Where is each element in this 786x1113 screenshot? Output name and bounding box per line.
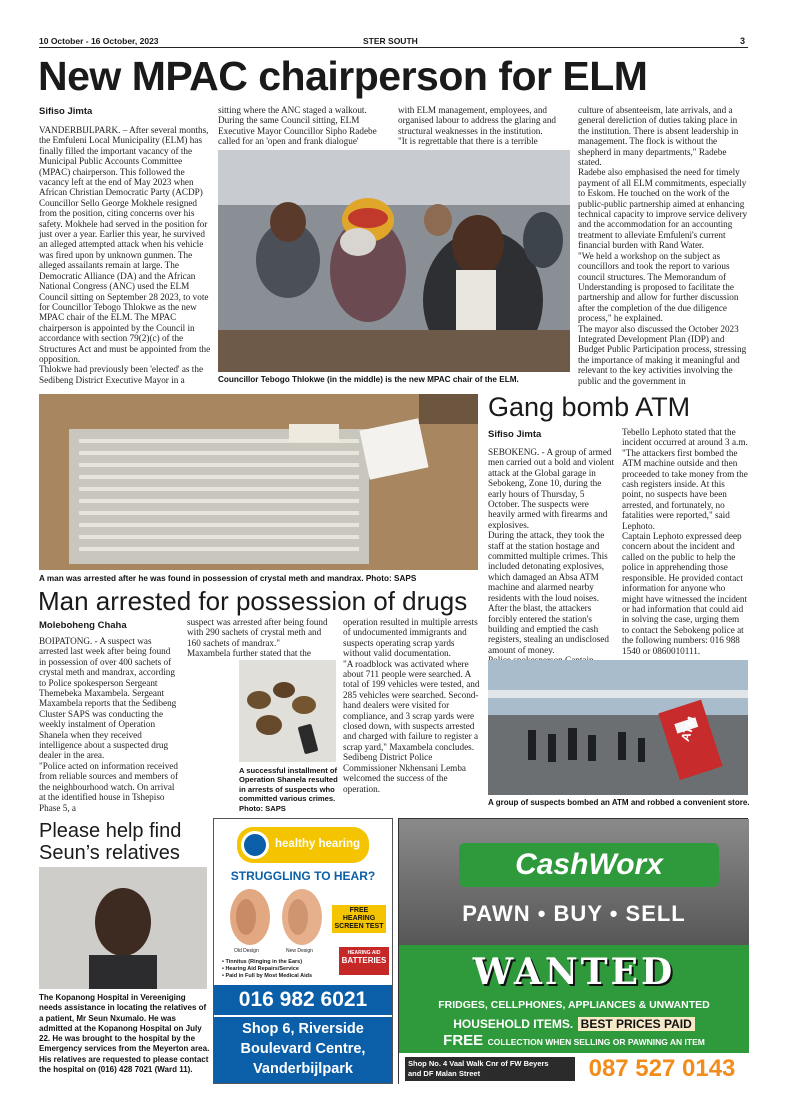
drugs-headline: Man arrested for possession of drugs [38,586,468,616]
cashworx-line2 [403,1015,745,1033]
mpac-col1 [39,125,211,385]
drugs-col3c-text: Sedibeng District Police Commissioner Nkhensani Lemba welcomed the success of the operation. [343,752,466,794]
mpac-headline: New MPAC chairperson for ELM [38,53,648,99]
drugs-col2 [187,617,335,659]
mpac-col1b-text: Thlokwe had previously been 'elected' as the Sedibeng District Executive Mayor in a [39,364,204,385]
mpac-col4c-text: "We held a workshop on the subject as councillors and took the report to various council structures. The Memorandum of Understanding is proposed to facilitate the partnership and allow for further discussion after the completion of the due diligence process," he explained. [578,250,739,324]
mpac-col3-text: with ELM management, employees, and organised labour to address the glaring and structural weaknesses in the institution. [398,105,557,136]
header-page: 3 [740,36,746,46]
cashworx-ad[interactable] [398,818,748,1084]
cashworx-phone[interactable]: 087 527 0143 [588,1055,736,1082]
drugs-col1b-text: "Police acted on information received from reliable sources and members of the neighbourhood watch. On arrival at the identified house in Tshepiso Phase 5, a [39,760,179,813]
ear-logo-icon [241,831,269,859]
gang-col2-text: Tebello Lephoto stated that the incident occurred at around 3 a.m. "The attackers first bombed the ATM machine outside and then proceeded to take money from the cash registers inside. At this point, no suspects have been arrested, and fortunately, no fatalities were reported," said Lephoto. [622,427,748,531]
drugs-col1 [39,636,179,813]
gang-byline: Sifiso Jimta [488,429,542,440]
meeting-scene-illustration [218,150,570,372]
cashworx-line2b: BEST PRICES PAID [578,1017,695,1031]
hearing-address [214,1017,392,1083]
drugs-small-caption: A successful installment of Operation Shanela resulted in arrests of suspects who committed various crimes. Photo: SAPS [239,766,338,813]
gang-col1b-text: During the attack, they took the staff at the station hostage and committed multiple crimes. This included detonating explosives, which damaged an Absa ATM machine and alarmed nearby residents with the loud noises. After the blast, the attackers forcibly entered the station's building and emptied the cash registers, stealing an undisclosed amount of money. [488,530,609,655]
mpac-col4-text: culture of absenteeism, late arrivals, and a general dereliction of duties taking place in the institution. There is absent leadership in management. The flock is without the shepherd in many departments," Radebe stated. [578,105,739,168]
seun-caption: The Kopanong Hospital in Vereeniging needs assistance in locating the relatives of a patient, Mr Seun Nxumalo. He was admitted at the Kopanong Hospital on July 22. He was brought to the hospital by the Emergency services from the Meyerton area. His relatives are requested to please contact the hospital on (016) 428 7021 (Ward 11). [39,993,210,1075]
mpac-caption: Councillor Tebogo Thlokwe (in the middle) is the new MPAC chair of the ELM. [218,375,519,384]
cashworx-line3b: COLLECTION WHEN SELLING OR PAWNING AN ITEM [487,1037,705,1047]
mpac-col3b-text: "It is regrettable that there is a terrible [398,136,538,147]
drugs-small-photo [239,660,336,762]
hearing-old-design: Old Design [234,948,259,954]
drugs-byline: Moleboheng Chaha [39,620,127,631]
mpac-photo [218,150,570,372]
hearing-ad[interactable] [213,818,393,1084]
hearing-new-design: New Design [286,948,313,954]
drugs-col3b-text: "A roadblock was activated where about 711 people were searched. A total of 199 vehicles were tested, and 285 vehicles were searched. Second-hand dealers were visited for compliance, and 3 scrap yards were closed down, with suspects arrested and charged with failure to register a scrap yard," Maxambela concludes. [343,658,480,752]
hearing-address-1: Shop 6, Riverside [242,1021,364,1037]
drug-sachets-illustration [39,394,478,570]
header-paper: STER SOUTH [363,36,418,46]
cashworx-line3a: FREE [443,1032,484,1049]
hearing-address-3: Vanderbijlpark [253,1061,353,1077]
hearing-bullet-1: • Tinnitus (Ringing in the Ears) [222,959,303,965]
hearing-batteries: BATTERIES [341,956,387,965]
gang-headline: Gang bomb ATM [488,392,691,422]
hearing-bullets [222,959,342,980]
cashworx-tagline: PAWN • BUY • SELL [462,901,686,926]
patient-portrait-illustration [39,867,207,989]
hearing-free-test: FREE HEARING SCREEN TEST [332,905,386,933]
seun-photo [39,867,207,989]
drugs-col3-text: operation resulted in multiple arrests of undocumented immigrants and suspects operating scrap yards without valid documentation. [343,617,478,659]
cashworx-wanted: WANTED [472,951,676,993]
hearing-struggling: STRUGGLING TO HEAR? [230,869,376,883]
mpac-byline: Sifiso Jimta [39,106,93,117]
cashworx-address-1: Shop No. 4 Vaal Walk Cnr of FW Beyers [408,1059,549,1068]
cashworx-line2a: HOUSEHOLD ITEMS. [453,1017,574,1031]
drugs-photo-caption: A man was arrested after he was found in possession of crystal meth and mandrax. Photo: SAPS [39,574,417,583]
seun-headline: Please help find Seun’s relatives [39,820,182,864]
mpac-col3 [398,105,570,147]
hearing-logo-bar [237,827,369,863]
hearing-batteries-small: HEARING AID [347,950,381,956]
gang-photo [488,660,748,795]
hearing-address-2: Boulevard Centre, [240,1041,366,1057]
drugs-col1-text: BOIPATONG. - A suspect was arrested last week after being found in possession of over 400 sachets of crystal meth and mandrax, according to Police spokesperson Sergeant Themebeka Maxambela. Sergeant Maxambela reports that the Sedibeng Cluster SAPS was conducting the weekly instalment of Operation Shanela when they received intelligence about a suspected drug dealer in the area. [39,636,177,761]
cashworx-logo: CashWorx [459,843,719,887]
gang-col1 [488,447,615,657]
mpac-col2: sitting where the ANC staged a walkout. During the same Council sitting, ELM Executive Mayor Councillor Sipho Radebe called for an 'open and frank dialogue' [218,105,377,147]
hearing-phone[interactable]: 016 982 6021 [214,985,392,1015]
cashworx-line1: FRIDGES, CELLPHONES, APPLIANCES & UNWANTED [438,999,710,1011]
mpac-col1-text: VANDERBIJLPARK. – After several months, the Emfuleni Local Municipality (ELM) has finally filled the important vacancy of the Municipal Public Accounts Committee (MPAC) chairperson. This followed the vacancy left at the end of May 2023 when African Christian Democratic Party (ACDP) Councillor Sello George Mokhele resigned from the position, citing concerns over his safety. Mokhele had served in the position for just over a year. Earlier this year, he survived an alleged attempted attack when his vehicle was fired upon by unknown gunmen. The alleged assailants remain at large. The Democratic Alliance (DA) and the African National Congress (ANC) used the ELM Council sitting on September 28 2023, to vote for Councillor Tebogo Thlokwe as the new MPAC chair of the ELM. The MPAC chairperson is appointed by the Council in accordance with section 79(2)(c) of the Structures Act and must be appointed from the opposition. [39,125,211,364]
mpac-col4d-text: The mayor also discussed the October 2023 Integrated Development Plan (IDP) and Budget Public Participation process, stressing the importance of making it meaningful and relevant to the key activities involving the public and the government in [578,323,747,386]
drugs-col2b-text: Maxambela further stated that the [187,648,311,659]
mpac-col4 [578,105,748,386]
atm-sign-text: ATM [678,714,700,744]
gang-caption: A group of suspects bombed an ATM and robbed a convenient store. [488,798,750,807]
drugs-photo [39,394,478,570]
ears-icon [222,885,332,947]
hearing-batteries-badge [339,947,389,975]
header-rule [39,47,748,48]
drugs-col2-text: suspect was arrested after being found with 290 sachets of crystal meth and 160 sachets of mandrax." [187,617,328,648]
gang-col2b-text: Captain Lephoto expressed deep concern about the incident and called on the public to help the police in apprehending those responsible. He provided contact information for anyone who might have witnessed the incident or had information that could aid in solving the case, urging them to contact the Sebokeng police at the following numbers: 016 988 1540 or 0860010111. [622,531,748,656]
gang-col2 [622,427,748,657]
cashworx-address-2: and DF Malan Street [408,1069,481,1078]
hearing-bullet-3: • Paid in Full by Most Medical Aids [222,973,313,979]
drugs-col3 [343,617,480,807]
cashworx-line3 [403,1032,745,1050]
header-date: 10 October - 16 October, 2023 [39,36,159,46]
hearing-bullet-2: • Hearing Aid Repairs/Service [222,966,299,972]
mpac-col4b-text: Radebe also emphasised the need for timely payment of all ELM commitments, especially to Eskom. He touched on the work of the public-public partnership aimed at enhancing technical capacity to improve service delivery and the accommodation for an accounting treatment to alleviate Emfuleni's current financial burden with Rand Water. [578,167,748,251]
cashworx-address [405,1057,575,1081]
gang-col1-text: SEBOKENG. - A group of armed men carried out a bold and violent attack at the Global garage in Sebokeng, Zone 10, during the early hours of Thursday, 5 October. The suspects were heavily armed with firearms and explosives. [488,447,615,530]
hearing-ears-image [222,885,332,947]
hearing-brand: healthy hearing [275,838,360,850]
atm-scene-illustration [488,660,748,795]
seized-items-illustration [239,660,336,762]
